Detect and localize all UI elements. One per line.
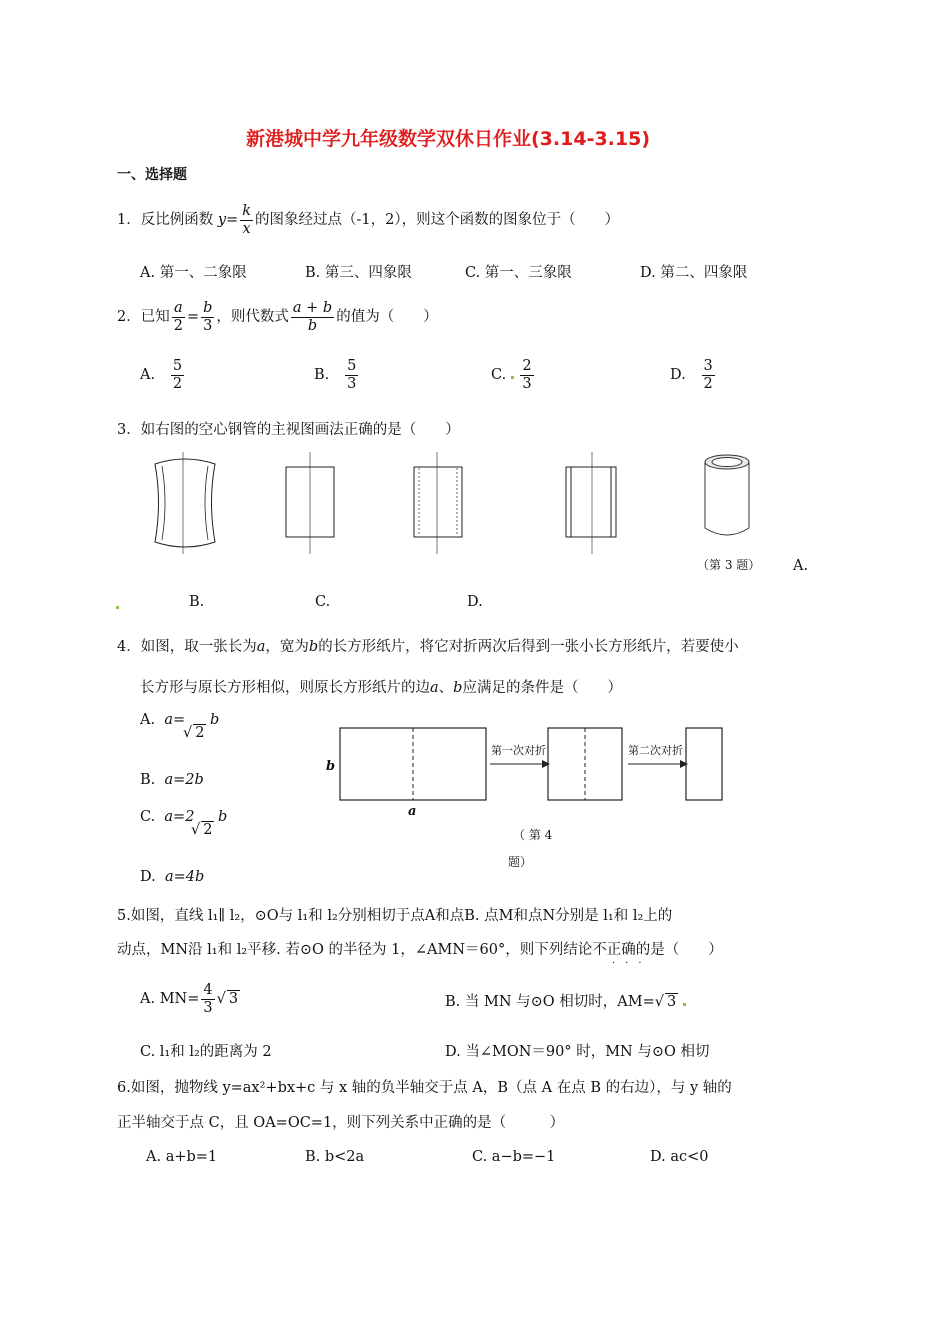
q2-option-b-label: B. [314, 367, 330, 384]
q4-fold-1-label: 第一次对折 [491, 744, 546, 757]
q5-option-a-den: 3 [203, 999, 213, 1016]
q3-figure-a[interactable] [140, 452, 230, 554]
q2-option-d[interactable] [670, 358, 717, 392]
q5-option-a-radicand: 3 [228, 991, 239, 1008]
q2-f2-den: 3 [203, 317, 213, 334]
q2-option-d-den: 2 [703, 375, 713, 392]
q2-f2-num: b [203, 300, 213, 316]
q1-option-c[interactable]: C. 第一、三象限 [465, 265, 572, 281]
question-5-line-2: 动点，MN沿 l₁和 l₂平移. 若⊙O 的半径为 1，∠AMN＝60°，则下列结论不正确的是（ ） [117, 942, 723, 958]
q4-var-a2: a [430, 680, 439, 696]
q6-option-a[interactable]: A. a+b=1 [146, 1149, 218, 1165]
q4-option-c-lhs: a=2 [164, 809, 195, 825]
q2-f3-num: a + b [292, 300, 333, 316]
q4-option-b-text: a=2b [164, 772, 204, 788]
q4-folding-figure [320, 722, 730, 812]
q4-option-b[interactable] [140, 772, 204, 788]
q5-option-a-num: 4 [203, 982, 213, 998]
q6-option-d[interactable]: D. ac<0 [650, 1149, 709, 1165]
q5-option-c[interactable]: C. l₁和 l₂的距离为 2 [140, 1044, 272, 1060]
q4-caption-1: （ 第 4 [513, 828, 553, 842]
q2-option-a-num: 5 [172, 358, 183, 374]
q2-option-c-num: 2 [522, 358, 532, 374]
q5-option-b[interactable]: B. 当 MN 与⊙O 相切时，AM=√ 3 [445, 990, 686, 1011]
page-title: 新港城中学九年级数学双休日作业(3.14-3.15) [246, 128, 651, 150]
q4-option-c-label: C. [140, 809, 156, 825]
q2-option-d-label: D. [670, 367, 686, 384]
q1-eq: = [226, 212, 239, 229]
q4-text-2: ，宽为 [265, 639, 309, 655]
q5-option-a[interactable]: A. MN= $\frac{4}{3}$ √ 3 [140, 982, 239, 1016]
green-dot-mark [116, 606, 119, 609]
q2-option-b[interactable] [314, 358, 360, 392]
question-5-line-1: 5.如图，直线 l₁∥ l₂，⊙O与 l₁和 l₂分别相切于点A和点B. 点M和点N分别是 l₁和 l₂上的 [117, 908, 673, 924]
q4-text-6: 应满足的条件是（ ） [462, 680, 622, 696]
q4-option-d-text: a=4b [164, 869, 205, 885]
question-4-line-2 [140, 676, 622, 697]
green-dot-mark [511, 376, 514, 379]
q2-option-a[interactable] [140, 358, 186, 392]
q4-option-a-radicand: 2 [195, 725, 205, 741]
q4-option-a-sqrt: √ 2 [183, 725, 205, 741]
q3-hollow-pipe-3d [698, 452, 760, 542]
q4-var-b: b [308, 639, 319, 655]
q4-text-4: 长方形与原长方形相似，则原长方形纸片的边 [140, 680, 430, 696]
q1-fraction [240, 203, 253, 237]
q2-option-c[interactable] [491, 358, 536, 392]
q4-option-d[interactable] [140, 869, 204, 885]
q6-option-b[interactable]: B. b<2a [305, 1149, 365, 1165]
q2-lead: 2．已知 [117, 309, 170, 326]
q2-eq: = [186, 309, 200, 326]
q4-option-d-label: D. [140, 869, 156, 885]
q3-figure-b[interactable] [275, 452, 345, 554]
q5-option-d[interactable]: D. 当∠MON＝90° 时，MN 与⊙O 相切 [445, 1044, 710, 1060]
q1-den: x [242, 220, 251, 237]
q2-option-d-frac [702, 358, 715, 392]
q4-text-5: 、 [438, 680, 454, 696]
q4-fold-2-label: 第二次对折 [628, 744, 683, 757]
q4-option-a-label: A. [140, 712, 156, 728]
q3-figure-d[interactable] [555, 452, 630, 554]
q3-caption: （第 3 题） [697, 558, 761, 572]
q3-label-b[interactable]: B. [189, 594, 205, 610]
q2-frac-1 [172, 300, 185, 334]
q2-option-a-label: A. [140, 367, 156, 384]
q4-option-a-lhs: a= [164, 712, 186, 728]
q2-f3-den: b [307, 317, 318, 334]
q4-fig-a-label: a [408, 804, 417, 819]
q2-option-d-num: 3 [703, 358, 713, 374]
q5-option-a-label: A. MN= [140, 991, 200, 1008]
q3-label-c[interactable]: C. [315, 594, 331, 610]
q2-option-b-num: 5 [347, 358, 357, 374]
q1-tail: 的图象经过点（-1，2），则这个函数的图象位于（ ） [255, 212, 620, 229]
q4-caption-2: 题） [508, 855, 533, 869]
q4-var-b2: b [453, 680, 463, 696]
q5-option-b-text: B. 当 MN 与⊙O 相切时，AM= [445, 994, 655, 1010]
q1-lead: 1．反比例函数 [117, 212, 214, 229]
q4-var-a: a [256, 639, 266, 655]
q2-option-b-den: 3 [347, 375, 357, 392]
section-heading: 一、选择题 [117, 167, 187, 183]
q3-figure-c[interactable] [400, 452, 475, 554]
q4-fig-b-label: b [326, 759, 336, 774]
q2-option-c-frac [520, 358, 533, 392]
q1-option-a[interactable]: A. 第一、二象限 [140, 265, 247, 281]
question-1 [117, 203, 619, 237]
q6-option-c[interactable]: C. a−b=−1 [472, 1149, 556, 1165]
q3-label-a[interactable]: A. [793, 558, 809, 574]
q1-option-b[interactable]: B. 第三、四象限 [305, 265, 412, 281]
question-4-line-1 [117, 635, 739, 656]
emphasis-dots: ··· [612, 958, 652, 969]
q2-mid: ，则代数式 [216, 309, 289, 326]
q4-option-c[interactable] [140, 809, 194, 825]
question-6-line-1: 6.如图，抛物线 y=ax²+bx+c 与 x 轴的负半轴交于点 A，B（点 A 在点 B 的右边），与 y 轴的 [117, 1080, 732, 1096]
q2-option-c-den: 3 [522, 375, 532, 392]
question-2 [117, 300, 438, 334]
q4-option-a-var: b [210, 712, 220, 728]
q4-text-1: 4．如图，取一张长为 [117, 639, 257, 655]
q2-option-c-label: C. [491, 367, 507, 384]
q1-y: y [217, 212, 227, 229]
q4-option-a[interactable] [140, 712, 185, 728]
q2-frac-3 [291, 300, 334, 334]
question-6-line-2: 正半轴交于点 C，且 OA=OC=1，则下列关系中正确的是（ ） [117, 1115, 565, 1131]
green-dot-mark [683, 1003, 686, 1006]
question-3: 3．如右图的空心钢管的主视图画法正确的是（ ） [117, 422, 460, 438]
q2-option-a-frac [171, 358, 184, 392]
q5-option-a-frac [201, 982, 214, 1016]
q2-tail: 的值为（ ） [336, 309, 438, 326]
q5-option-b-radicand: 3 [667, 994, 677, 1010]
q4-text-3: 的长方形纸片，将它对折两次后得到一张小长方形纸片，若要使小 [318, 639, 739, 655]
q4-option-c-var: b [218, 809, 228, 825]
q4-option-b-label: B. [140, 772, 156, 788]
q4-option-c-sqrt: √ 2 [191, 822, 213, 838]
q2-option-b-frac [345, 358, 358, 392]
q1-option-d[interactable]: D. 第二、四象限 [640, 265, 748, 281]
q2-f1-den: 2 [173, 317, 183, 334]
q2-frac-2 [201, 300, 214, 334]
q1-num: k [242, 203, 251, 219]
q2-option-a-den: 2 [172, 375, 183, 392]
q2-f1-num: a [172, 300, 185, 318]
q3-label-d[interactable]: D. [467, 594, 483, 610]
q4-option-c-radicand: 2 [203, 822, 213, 838]
